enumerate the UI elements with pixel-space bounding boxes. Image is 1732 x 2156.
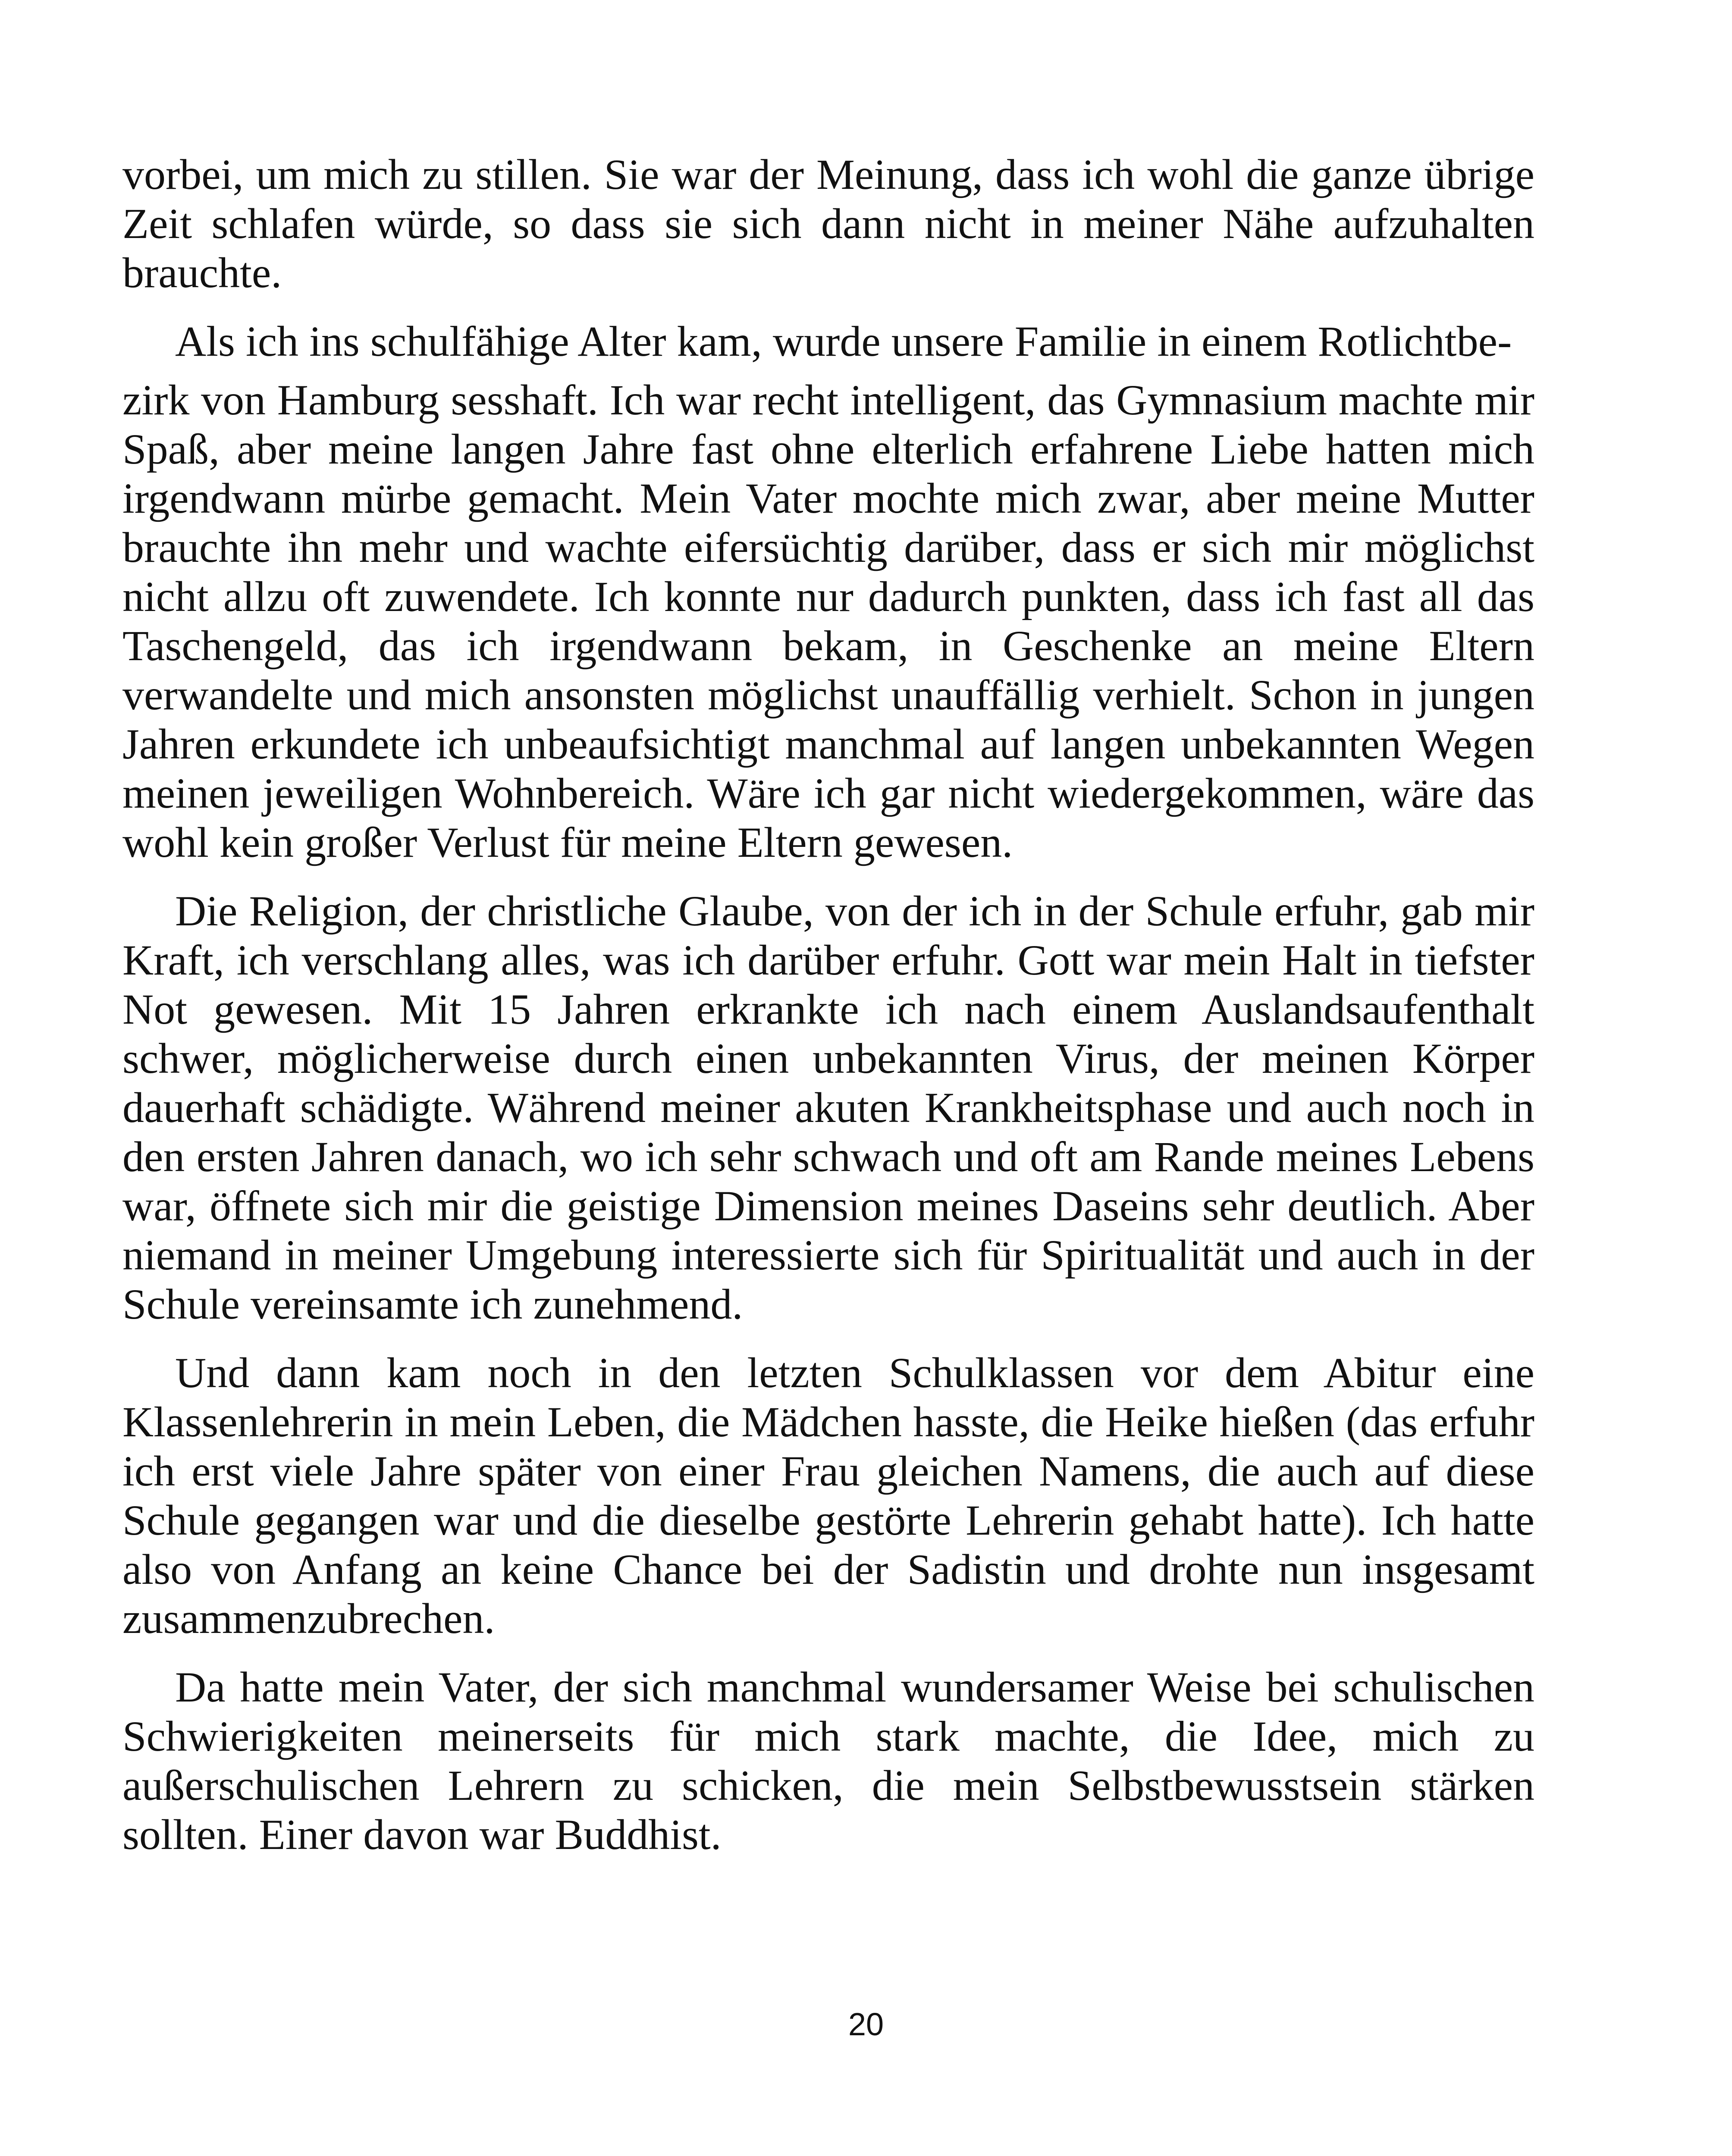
- paragraph: Da hatte mein Vater, der sich manchmal wundersamer Weise bei schulischen Schwierigkeiten meinerseits für mich stark machte, die Idee, mich zu außerschulischen Lehrern zu schicken, die mein Selbstbewusstsein stärken sollten. Einer davon war Buddhist.: [122, 1663, 1534, 1858]
- body-text: [122, 150, 1534, 1879]
- paragraph: Die Religion, der christliche Glaube, von der ich in der Schule erfuhr, gab mir Kraft, ich verschlang alles, was ich darüber erfuhr. Gott war mein Halt in tiefster Not gewesen. Mit 15 Jahren erkrankte ich nach einem Auslandsaufenthalt schwer, möglicherweise durch einen unbekannten Virus, der meinen Körper dauerhaft schädigte. Während meiner akuten Krankheitsphase und auch noch in den ersten Jahren danach, wo ich sehr schwach und oft am Rande meines Lebens war, öffnete sich mir die geistige Dimension meines Daseins sehr deutlich. Aber niemand in meiner Umgebung interessierte sich für Spiritualität und auch in der Schule vereinsamte ich zunehmend.: [122, 887, 1534, 1328]
- paragraph: zirk von Hamburg sesshaft. Ich war recht intelligent, das Gymnasium machte mir Spaß, aber meine langen Jahre fast ohne elterlich erfahrene Liebe hatten mich irgendwann mürbe gemacht. Mein Vater mochte mich zwar, aber meine Mutter brauchte ihn mehr und wachte eifersüchtig darüber, dass er sich mir möglichst nicht allzu oft zuwendete. Ich konnte nur dadurch punkten, dass ich fast all das Taschengeld, das ich irgendwann bekam, in Geschenke an meine Eltern verwandelte und mich ansonsten möglichst unauffällig verhielt. Schon in jungen Jahren erkundete ich unbeaufsichtigt manchmal auf langen unbekannten Wegen meinen jeweiligen Wohnbereich. Wäre ich gar nicht wiedergekommen, wäre das wohl kein großer Verlust für meine Eltern gewesen.: [122, 376, 1534, 866]
- paragraph: vorbei, um mich zu stillen. Sie war der Meinung, dass ich wohl die ganze übrige Zeit schlafen würde, so dass sie sich dann nicht in meiner Nähe aufzuhalten brauchte.: [122, 150, 1534, 297]
- paragraph: Und dann kam noch in den letzten Schulklassen vor dem Abitur eine Klassenlehrerin in mein Leben, die Mädchen hasste, die Heike hießen (das erfuhr ich erst viele Jahre später von einer Frau gleichen Namens, die auch auf diese Schule gegangen war und die dieselbe gestörte Lehrerin gehabt hatte). Ich hatte also von Anfang an keine Chance bei der Sadistin und drohte nun insgesamt zusammenzubrechen.: [122, 1349, 1534, 1642]
- page-number: 20: [848, 2006, 884, 2042]
- paragraph: Als ich ins schulfähige Alter kam, wurde unsere Familie in einem Rotlichtbe-: [175, 317, 1512, 365]
